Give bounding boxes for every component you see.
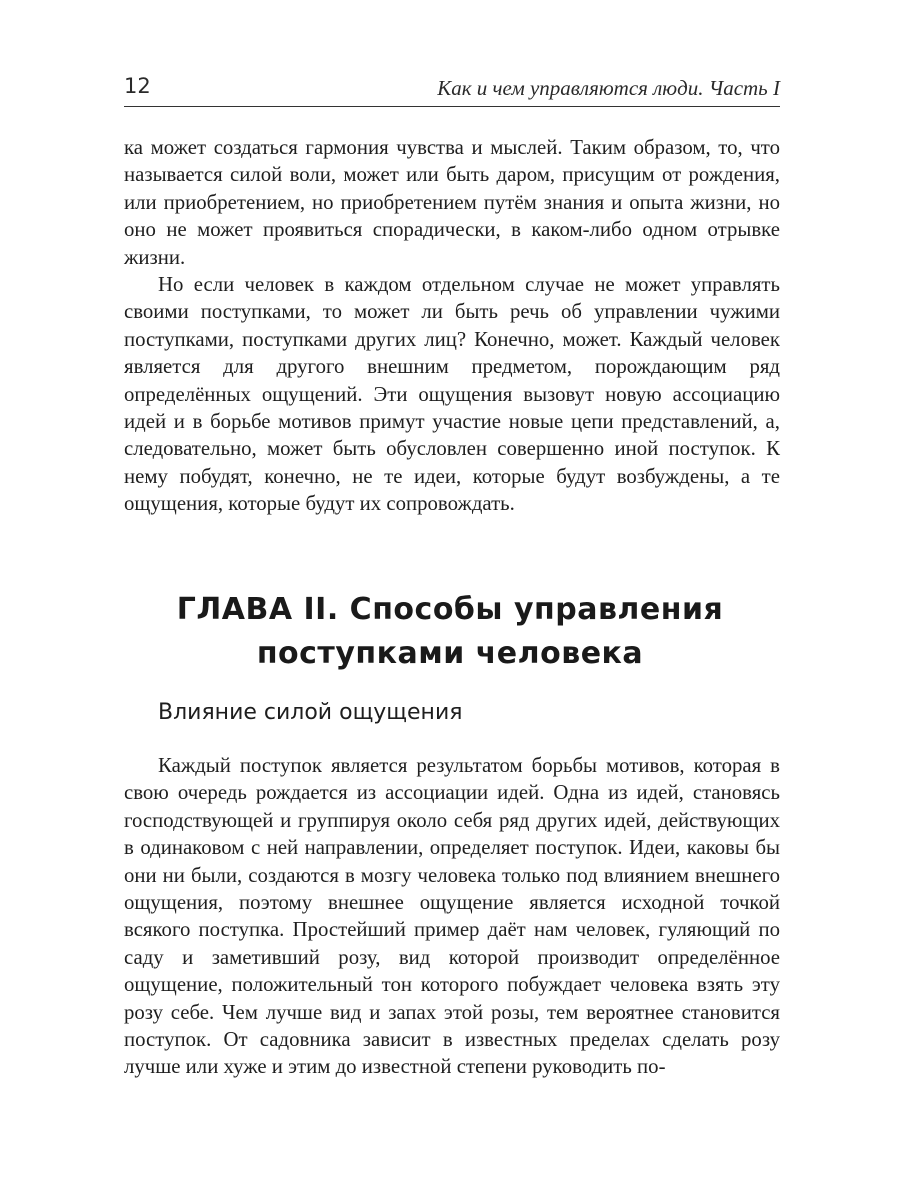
chapter-title-line-2: поступками человека [256, 636, 644, 671]
text-block-before-chapter [124, 134, 780, 518]
chapter-title-line-1: ГЛАВА II. Способы управления [176, 592, 724, 627]
section-title: Влияние силой ощущения [158, 700, 463, 725]
chapter-title [100, 588, 800, 676]
paragraph: Каждый поступок является результатом борьбы мотивов, которая в свою очередь рождается из ассоциации идей. Одна из идей, становясь господствующей и группируя около себя ряд других идей, действующих в одинаковом с ней направлении, определяет поступок. Идеи, каковы бы они ни были, создаются в мозгу человека только под влиянием внешнего ощущения, поэтому внешнее ощущение является исходной точкой всякого поступка. Простейший пример даёт нам человек, гуляющий по саду и заметивший розу, вид которой производит определённое ощущение, положительный тон которого побуждает человека взять эту розу себе. Чем лучше вид и запах этой розы, тем вероятнее становится поступок. От садовника зависит в известных пределах сделать розу лучше или хуже и этим до известной степени руководить по- [124, 754, 780, 1079]
page-number: 12 [124, 74, 151, 98]
running-head [124, 72, 780, 107]
paragraph: Но если человек в каждом отдельном случае не может управлять своими поступками, то может ли быть речь об управлении чужими поступками, поступками других лиц? Конечно, может. Каждый человек является для другого внешним предметом, порождающим ряд определённых ощущений. Эти ощущения вызовут новую ассоциацию идей и в борьбе мотивов примут участие новые цепи представлений, а, следовательно, может быть обусловлен совершенно иной поступок. К нему побудят, конечно, не те идеи, которые будут возбуждены, а те ощущения, которые будут их сопровождать. [124, 273, 780, 516]
text-block-after-section [124, 752, 780, 1081]
running-title: Как и чем управляются люди. Часть I [437, 76, 780, 100]
paragraph-continued: ка может создаться гармония чувства и мыслей. Таким образом, то, что называется силой воли, может или быть даром, присущим от рождения, или приобретением, но приобретением путём знания и опыта жизни, но оно не может проявиться спорадически, в каком-либо одном отрывке жизни. [124, 136, 780, 269]
